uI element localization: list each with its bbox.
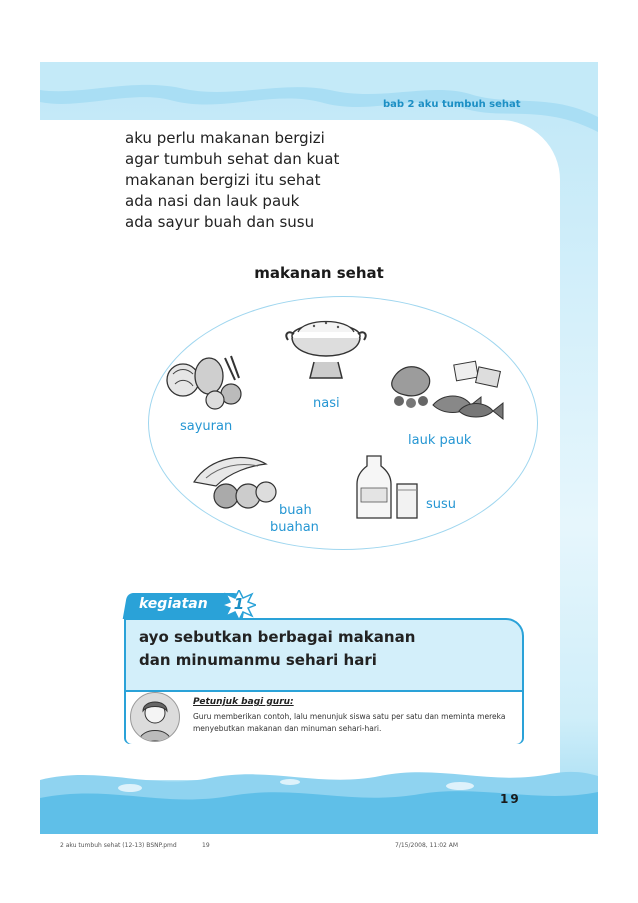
- footer-date: 7/15/2008, 11:02 AM: [395, 842, 459, 849]
- vegetables-illustration: [165, 350, 250, 412]
- activity-heading: [139, 626, 415, 672]
- footer-filename: 2 aku tumbuh sehat (12-13) BSNP.pmd: [60, 842, 177, 849]
- label-buah: buah: [279, 503, 312, 518]
- section-title: makanan sehat: [254, 264, 384, 282]
- milk-illustration: [355, 454, 425, 522]
- label-lauk-pauk: lauk pauk: [408, 433, 472, 448]
- activity-heading-line: dan minumanmu sehari hari: [139, 651, 377, 669]
- poem-line: aku perlu makanan bergizi: [125, 129, 325, 147]
- poem-line: ada nasi dan lauk pauk: [125, 192, 300, 210]
- activity-heading-line: ayo sebutkan berbagai makanan: [139, 628, 416, 646]
- poem-line: makanan bergizi itu sehat: [125, 171, 321, 189]
- activity-tab-label: kegiatan: [139, 596, 208, 612]
- poem: [125, 128, 339, 233]
- teacher-instruction-title: Petunjuk bagi guru:: [193, 697, 294, 707]
- page-number: 19: [500, 792, 521, 806]
- side-dishes-illustration: [385, 355, 505, 425]
- poem-line: agar tumbuh sehat dan kuat: [125, 150, 340, 168]
- fruits-illustration: [190, 452, 280, 514]
- teacher-avatar: [130, 692, 180, 742]
- rice-bowl-illustration: [284, 306, 368, 386]
- label-sayuran: sayuran: [180, 419, 233, 434]
- poem-line: ada sayur buah dan susu: [125, 213, 315, 231]
- chapter-title: bab 2 aku tumbuh sehat: [383, 99, 521, 110]
- footer-page: 19: [202, 842, 210, 849]
- label-susu: susu: [426, 497, 457, 512]
- activity-number: 1: [233, 595, 245, 613]
- label-buahan: buahan: [270, 520, 319, 535]
- label-nasi: nasi: [313, 396, 340, 411]
- teacher-instruction-text: Guru memberikan contoh, lalu menunjuk siswa satu per satu dan meminta mereka menyebutkan makanan dan minuman sehari-hari.: [193, 712, 506, 733]
